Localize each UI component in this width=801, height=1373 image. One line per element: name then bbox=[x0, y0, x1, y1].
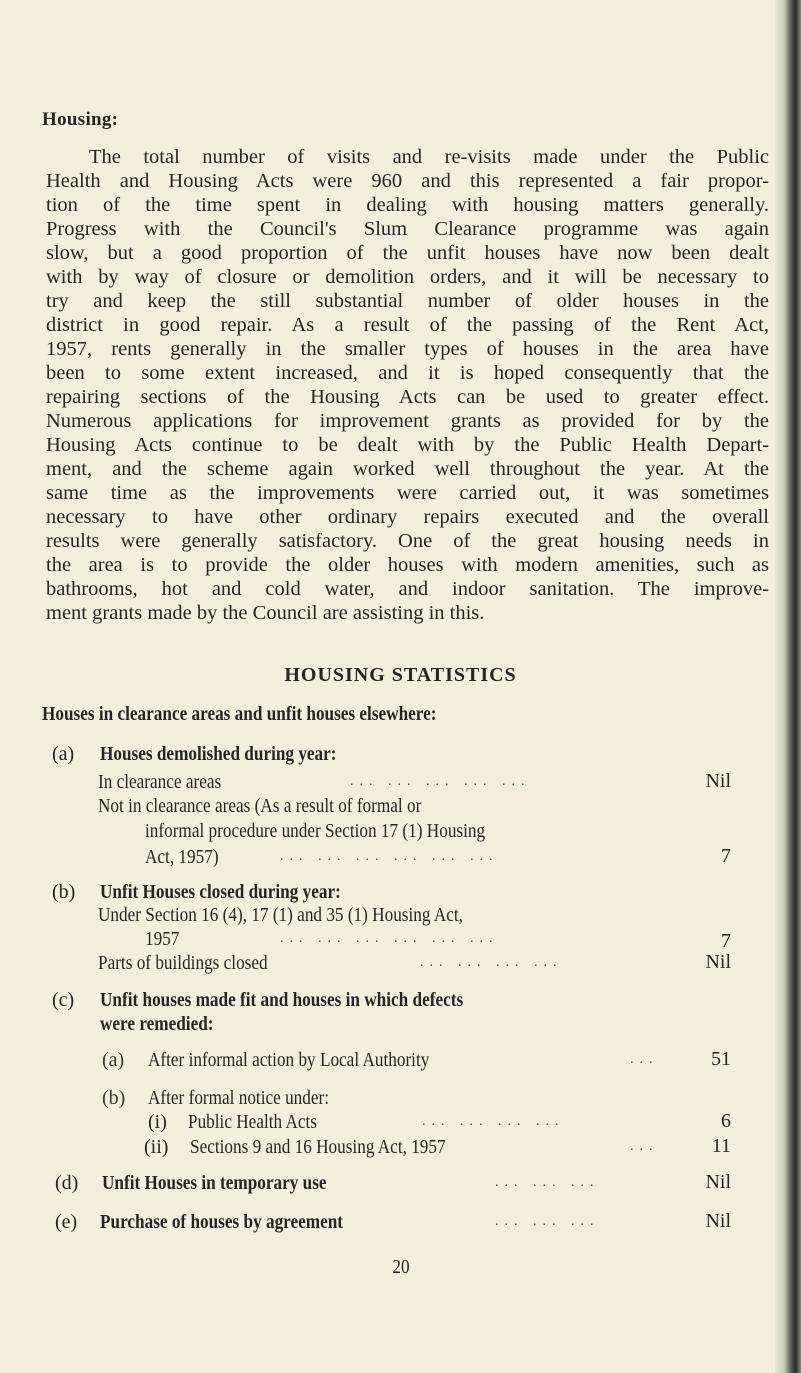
row-label: Under Section 16 (4), 17 (1) and 35 (1) Housing Act, bbox=[98, 904, 463, 926]
paragraph-line: Progress with the Council's Slum Clearance programme was again bbox=[46, 218, 769, 240]
row-label: In clearance areas bbox=[98, 771, 222, 793]
dot-leader: ... ... ... ... bbox=[420, 955, 563, 970]
paragraph-line: Housing Acts continue to be dealt with by the Public Health Depart- bbox=[46, 434, 769, 456]
row-value: Nil bbox=[705, 951, 731, 973]
dot-leader: ... ... ... ... ... ... bbox=[280, 931, 499, 946]
row-label: After informal action by Local Authority bbox=[148, 1049, 430, 1071]
item-a-marker: (a) bbox=[52, 743, 75, 765]
paragraph-line: 1957, rents generally in the smaller types of houses in the area have bbox=[46, 338, 769, 360]
dot-leader: ... ... ... ... ... bbox=[350, 774, 531, 789]
row-label: Not in clearance areas (As a result of formal or bbox=[98, 795, 422, 817]
paragraph-line: ment, and the scheme again worked well throughout the year. At the bbox=[46, 458, 769, 480]
dot-leader: ... bbox=[630, 1139, 659, 1154]
item-e-label: Purchase of houses by agreement bbox=[100, 1211, 344, 1233]
row-label: Parts of buildings closed bbox=[98, 952, 268, 974]
item-d-label: Unfit Houses in temporary use bbox=[102, 1172, 327, 1194]
item-b-heading: Unfit Houses closed during year: bbox=[100, 881, 341, 903]
paragraph-line: try and keep the still substantial number of older houses in the bbox=[46, 290, 769, 312]
row-value: 51 bbox=[711, 1048, 731, 1070]
item-c-heading: Unfit houses made fit and houses in which defects bbox=[100, 989, 464, 1011]
row-label-cont: 1957 bbox=[145, 928, 180, 950]
row-label-cont: Act, 1957) bbox=[145, 846, 219, 868]
row-label: Sections 9 and 16 Housing Act, 1957 bbox=[190, 1136, 446, 1158]
dot-leader: ... ... ... ... bbox=[422, 1114, 565, 1129]
item-e-marker: (e) bbox=[55, 1211, 78, 1233]
dot-leader: ... ... ... ... ... ... bbox=[280, 849, 499, 864]
paragraph-line: same time as the improvements were carried out, it was sometimes bbox=[46, 482, 769, 504]
paragraph-line: district in good repair. As a result of the passing of the Rent Act, bbox=[46, 314, 769, 336]
paragraph-line: repairing sections of the Housing Acts can be used to greater effect. bbox=[46, 386, 769, 408]
sub-i-marker: (i) bbox=[148, 1111, 167, 1133]
paragraph-line: results were generally satisfactory. One of the great housing needs in bbox=[46, 530, 769, 552]
section-heading: Housing: bbox=[42, 109, 119, 130]
paragraph-line: Numerous applications for improvement grants as provided for by the bbox=[46, 410, 769, 432]
dot-leader: ... bbox=[630, 1052, 659, 1067]
paragraph-line: bathrooms, hot and cold water, and indoor sanitation. The improve- bbox=[46, 578, 769, 600]
paragraph-line: ment grants made by the Council are assisting in this. bbox=[46, 602, 485, 624]
item-d-marker: (d) bbox=[55, 1172, 79, 1194]
page-number: 20 bbox=[391, 1256, 410, 1278]
dot-leader: ... ... ... bbox=[495, 1214, 600, 1229]
paragraph-line: tion of the time spent in dealing with housing matters generally. bbox=[46, 194, 769, 216]
row-value: 7 bbox=[721, 930, 731, 952]
sub-b-marker: (b) bbox=[102, 1087, 126, 1109]
row-label: After formal notice under: bbox=[148, 1087, 330, 1109]
row-label: Public Health Acts bbox=[188, 1111, 317, 1133]
statistics-title: HOUSING STATISTICS bbox=[284, 664, 517, 686]
paragraph-line: necessary to have other ordinary repairs executed and the overall bbox=[46, 506, 769, 528]
row-value: 11 bbox=[711, 1135, 731, 1157]
paragraph-line: the area is to provide the older houses with modern amenities, such as bbox=[46, 554, 769, 576]
row-value: 7 bbox=[721, 845, 731, 867]
paragraph-line: The total number of visits and re-visits made under the Public bbox=[89, 146, 769, 168]
sub-ii-marker: (ii) bbox=[144, 1136, 169, 1158]
item-a-heading: Houses demolished during year: bbox=[100, 743, 337, 765]
row-value: Nil bbox=[705, 1171, 731, 1193]
row-value: Nil bbox=[705, 770, 731, 792]
dot-leader: ... ... ... bbox=[495, 1175, 600, 1190]
row-value: Nil bbox=[705, 1210, 731, 1232]
statistics-subtitle: Houses in clearance areas and unfit houses elsewhere: bbox=[42, 703, 437, 725]
paragraph-line: Health and Housing Acts were 960 and this represented a fair propor- bbox=[46, 170, 769, 192]
item-c-heading-cont: were remedied: bbox=[100, 1013, 214, 1035]
row-label-cont: informal procedure under Section 17 (1) Housing bbox=[145, 820, 486, 842]
row-value: 6 bbox=[721, 1110, 731, 1132]
sub-a-marker: (a) bbox=[102, 1049, 125, 1071]
item-b-marker: (b) bbox=[52, 881, 76, 903]
paragraph-line: been to some extent increased, and it is hoped consequently that the bbox=[46, 362, 769, 384]
item-c-marker: (c) bbox=[52, 989, 75, 1011]
paragraph-line: slow, but a good proportion of the unfit houses have now been dealt bbox=[46, 242, 769, 264]
paragraph-line: with by way of closure or demolition orders, and it will be necessary to bbox=[46, 266, 769, 288]
